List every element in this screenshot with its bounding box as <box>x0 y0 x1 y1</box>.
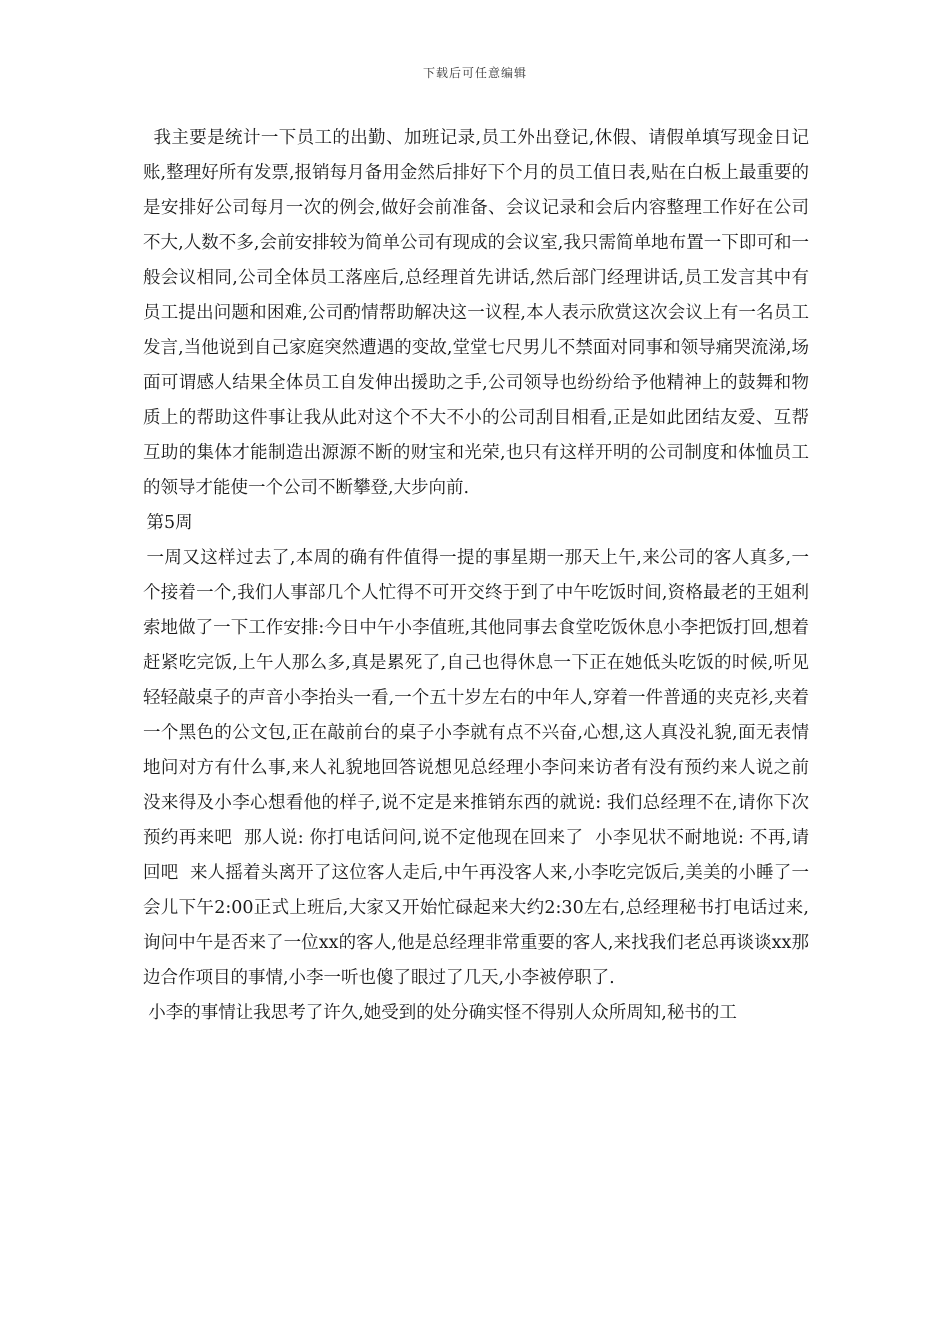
section-heading-week-5: 第5周 <box>146 513 193 533</box>
document-body <box>143 121 809 1031</box>
page-header: 下载后可任意编辑 <box>422 66 527 80</box>
paragraph-meeting-report: 我主要是统计一下员工的出勤、加班记录,员工外出登记,休假、请假单填写现金日记账,整理好所有发票,报销每月备用金然后排好下个月的员工值日表,贴在白板上最重要的是安排好公司每月一次的例会,做好会前准备、会议记录和会后内容整理工作好在公司不大,人数不多,会前安排较为简单公司有现成的会议室,我只需简单地布置一下即可和一般会议相同,公司全体员工落座后,总经理首先讲话,然后部门经理讲话,员工发言其中有员工提出问题和困难,公司酌情帮助解决这一议程,本人表示欣赏这次会议上有一名员工发言,当他说到自己家庭突然遭遇的变故,堂堂七尺男儿不禁面对同事和领导痛哭流涕,场面可谓感人结果全体员工自发伸出援助之手,公司领导也纷纷给予他精神上的鼓舞和物质上的帮助这件事让我从此对这个不大不小的公司刮目相看,正是如此团结友爱、互帮互助的集体才能制造出源源不断的财宝和光荣,也只有这样开明的公司制度和体恤员工的领导才能使一个公司不断攀登,大步向前. <box>143 128 809 498</box>
paragraph-reflection: 小李的事情让我思考了许久,她受到的处分确实怪不得别人众所周知,秘书的工 <box>148 1003 737 1023</box>
paragraph-week-5-story: 一周又这样过去了,本周的确有件值得一提的事星期一那天上午,来公司的客人真多,一个接着一个,我们人事部几个人忙得不可开交终于到了中午吃饭时间,资格最老的王姐利索地做了一下工作安排:今日中午小李值班,其他同事去食堂吃饭休息小李把饭打回,想着赶紧吃完饭,上午人那么多,真是累死了,自己也得休息一下正在她低头吃饭的时候,听见轻轻敲桌子的声音小李抬头一看,一个五十岁左右的中年人,穿着一件普通的夹克衫,夹着一个黑色的公文包,正在敲前台的桌子小李就有点不兴奋,心想,这人真没礼貌,面无表情地问对方有什么事,来人礼貌地回答说想见总经理小李问来访者有没有预约来人说之前没来得及小李心想看他的样子,说不定是来推销东西的就说: 我们总经理不在,请你下次预约再来吧 那人说: 你打电话问问,说不定他现在回来了 小李见状不耐地说: 不再,请回吧 来人摇着头离开了这位客人走后,中午再没客人来,小李吃完饭后,美美的小睡了一会儿下午2:00正式上班后,大家又开始忙碌起来大约2:30左右,总经理秘书打电话过来,询问中午是否来了一位xx的客人,他是总经理非常重要的客人,来找我们老总再谈谈xx那边合作项目的事情,小李一听也傻了眼过了几天,小李被停职了. <box>143 548 809 988</box>
